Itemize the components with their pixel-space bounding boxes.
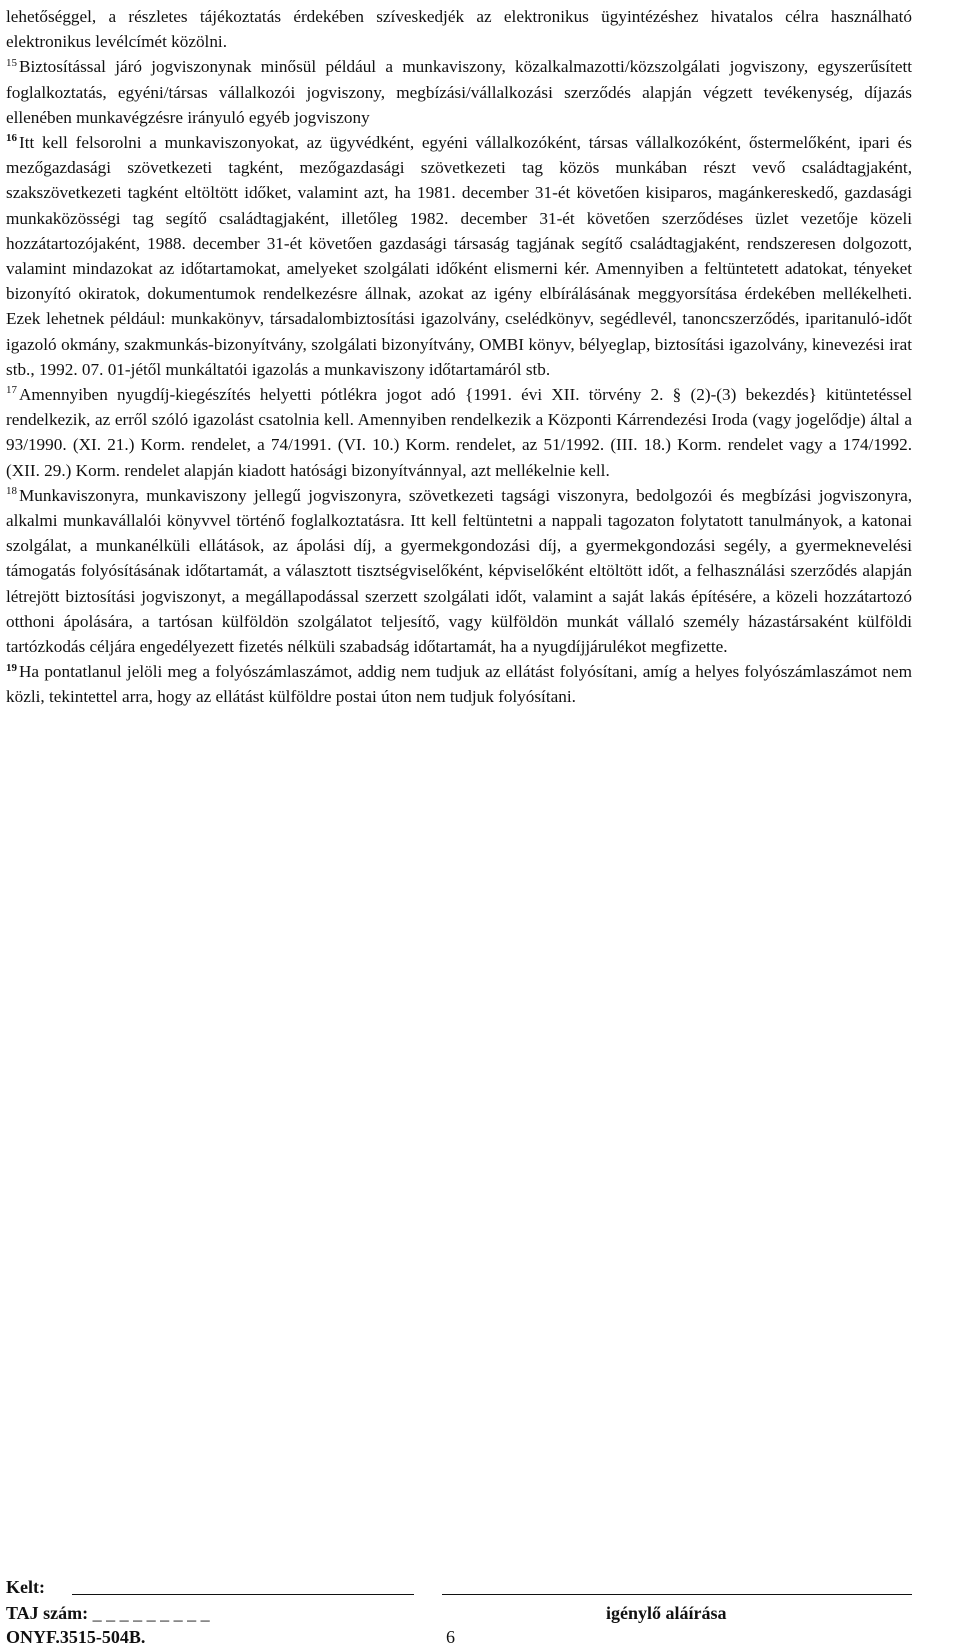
document-body — [6, 4, 912, 710]
signature-label: igénylő aláírása — [606, 1603, 727, 1623]
form-code: ONYF.3515-504B. — [6, 1627, 146, 1647]
footnote-text: Amennyiben nyugdíj-kiegészítés helyetti pótlékra jogot adó {1991. évi XII. törvény 2. § (2)-(3) bekezdés} kitüntetéssel rendelkezik, az erről szóló igazolást csatolnia kell. Amennyiben rendelkezik a Központi Kárrendezési Iroda (vagy jogelődje) által a 93/1990. (XI. 21.) Korm. rendelet, a 74/1991. (VI. 10.) Korm. rendelet, az 51/1992. (III. 18.) Korm. rendelet vagy a 174/1992. (XII. 29.) Korm. rendelet alapján kiadott hatósági bizonyítvánnyal, azt mellékelnie kell. — [6, 385, 912, 480]
footnote-number: 17 — [6, 384, 17, 397]
taj-label: TAJ szám: — [6, 1603, 89, 1623]
footnote-number: 16 — [6, 132, 17, 145]
footnote-text: Ha pontatlanul jelöli meg a folyószámlaszámot, addig nem tudjuk az ellátást folyósítani, amíg a helyes folyószámlaszámot nem közli, tekintettel arra, hogy az ellátást külföldre postai úton nem tudjuk folyósítani. — [6, 662, 912, 707]
footnote-text: Itt kell felsorolni a munkaviszonyokat, az ügyvédként, egyéni vállalkozóként, társas vállalkozóként, őstermelőként, ipari és mezőgazdasági szövetkezeti tagként, mezőgazdasági szövetkezeti tag közös munkában részt vevő családtagjaként, szakszövetkezeti tagként eltöltött időket, valamint azt, ha 1981. december 31-ét követően kisiparos, magánkereskedő, gazdasági munkaközösségi tag segítő családtagjaként, illetőleg 1982. december 31-ét követően szerződéses üzlet vezetője közeli hozzátartozójaként, 1988. december 31-ét követően gazdasági társaság tagjának segítő családtagjaként, rendszeresen dolgozott, valamint mindazokat az időtartamokat, amelyeket szolgálati időként elismerni kér. Amennyiben a feltüntetett adatokat, tényeket bizonyító okiratok, dokumentumok rendelkezésre állnak, azokat az igény elbírálásának meggyorsítása érdekében mellékelheti. Ezek lehetnek például: munkakönyv, társadalombiztosítási igazolvány, cselédkönyv, segédlevél, tanoncszerződés, iparitanuló-időt igazoló okmány, szakmunkás-bizonyítvány, szolgálati bizonyítvány, OMBI könyv, bélyeglap, biztosítási igazolvány, kinevezési irat stb., 1992. 07. 01-jétől munkáltatói igazolás a munkaviszony időtartamáról stb. — [6, 133, 912, 379]
footnote-17 — [6, 382, 912, 483]
form-code-row — [6, 1626, 912, 1648]
footnote-number: 15 — [6, 56, 17, 69]
date-line[interactable] — [72, 1594, 414, 1595]
footnote-text: Biztosítással járó jogviszonynak minősül például a munkaviszony, közalkalmazotti/közszolgálati jogviszony, egyszerűsített foglalkoztatás, egyéni/társas vállalkozói jogviszony, megbízási/vállalkozási szerződés alapján végzett tevékenység, díjazás ellenében munkavégzésre irányuló egyéb jogviszony — [6, 57, 912, 127]
signature-line[interactable] — [442, 1594, 912, 1595]
footnote-19 — [6, 659, 912, 709]
date-label: Kelt: — [6, 1577, 45, 1597]
lead-paragraph: lehetőséggel, a részletes tájékoztatás érdekében szíveskedjék az elektronikus ügyintézéshez hivatalos célra használható elektronikus levélcímét közölni. — [6, 7, 912, 52]
footnote-16 — [6, 130, 912, 382]
footnote-number: 18 — [6, 485, 17, 498]
page-number: 6 — [446, 1627, 455, 1647]
footnote-text: Munkaviszonyra, munkaviszony jellegű jogviszonyra, szövetkezeti tagsági viszonyra, bedolgozói és megbízási jogviszonyra, alkalmi munkavállalói könyvvel történő foglalkoztatásra. Itt kell feltüntetni a nappali tagozaton folytatott tanulmányok, a katonai szolgálat, a munkanélküli ellátások, az ápolási díj, a gyermekgondozási díj, a gyermekgondozási segély, a gyermeknevelési támogatás folyósításának időtartamát, a választott tisztségviselőként, képviselőként eltöltött időt, a felhasználási szerződés alapján létrejött biztosítási jogviszonyt, a megállapodással szerzett szolgálati időt, valamint a saját lakás építésére, a közeli hozzátartozó otthoni ápolására, a tartósan külföldön szolgálatot teljesítő, vagy külföldön munkát vállaló személy házastársaként külföldi tartózkodás céljára engedélyezett fizetés nélküli szabadság időtartamát, ha a nyugdíjjárulékot megfizette. — [6, 485, 912, 657]
footnote-18 — [6, 483, 912, 659]
footnote-15 — [6, 54, 912, 130]
taj-row — [6, 1602, 912, 1624]
taj-placeholder[interactable]: _ _ _ _ _ _ _ _ _ — [92, 1603, 210, 1623]
footnote-number: 19 — [6, 661, 17, 674]
